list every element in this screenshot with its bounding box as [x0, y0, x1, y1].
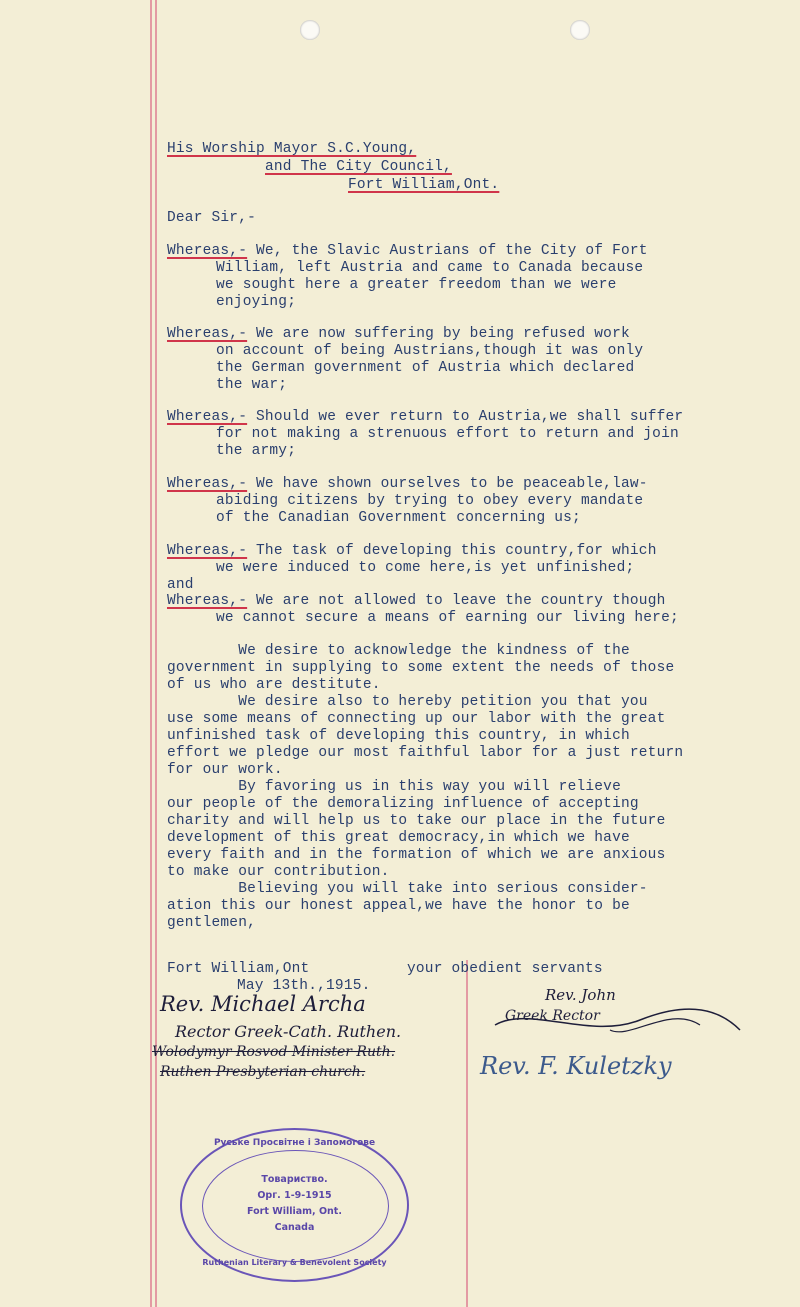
whereas-3-line: the army; — [216, 443, 297, 459]
body-line: to make our contribution. — [167, 864, 390, 880]
whereas-6-line: we cannot secure a means of earning our living here; — [216, 610, 679, 626]
body-line: effort we pledge our most faithful labor for a just return — [167, 745, 684, 761]
signature-left-3: Wolodymyr Rosvod Minister Ruth. — [152, 1044, 396, 1060]
stamp-bottom-text: Ruthenian Literary & Benevolent Society — [202, 1258, 387, 1267]
signature-left-2: Rector Greek-Cath. Ruthen. — [175, 1022, 402, 1041]
whereas-4-line: abiding citizens by trying to obey every mandate — [216, 493, 644, 509]
body-line: every faith and in the formation of which we are anxious — [167, 847, 666, 863]
body-line: unfinished task of developing this country, in which — [167, 728, 630, 744]
signature-right-1: Rev. John — [545, 986, 616, 1004]
body-line: We desire to acknowledge the kindness of the — [167, 643, 630, 659]
whereas-2-line: on account of being Austrians,though it was only — [216, 343, 644, 359]
body-line: We desire also to hereby petition you that you — [167, 694, 648, 710]
body-line: for our work. — [167, 762, 283, 778]
closing-date: May 13th.,1915. — [237, 978, 371, 994]
body-line: government in supplying to some extent the needs of those — [167, 660, 675, 676]
society-stamp — [180, 1128, 409, 1282]
stamp-line: Товариство. — [261, 1174, 328, 1185]
whereas-1: Whereas,- We, the Slavic Austrians of the City of Fort — [167, 243, 648, 259]
margin-line-left-2 — [155, 0, 157, 1307]
closing-place: Fort William,Ont — [167, 961, 310, 977]
whereas-6: Whereas,- We are not allowed to leave the country though — [167, 593, 666, 609]
address-line-2: and The City Council, — [265, 159, 452, 175]
whereas-6-prefix: and — [167, 577, 194, 593]
stamp-top-text: Руське Просвітне і Запомогове — [213, 1138, 376, 1148]
whereas-4: Whereas,- We have shown ourselves to be peaceable,law- — [167, 476, 648, 492]
stamp-line: Canada — [274, 1222, 315, 1233]
whereas-2-line: the war; — [216, 377, 288, 393]
whereas-1-line: William, left Austria and came to Canada because — [216, 260, 644, 276]
signature-right-3: Rev. F. Kuletzky — [480, 1052, 672, 1080]
margin-line-center — [466, 960, 468, 1307]
whereas-5: Whereas,- The task of developing this country,for which — [167, 543, 657, 559]
signature-flourish — [490, 1000, 750, 1050]
salutation: Dear Sir,- — [167, 210, 257, 226]
closing-signoff: your obedient servants — [407, 961, 603, 977]
stamp-line: Орг. 1-9-1915 — [257, 1190, 332, 1201]
stamp-line: Fort William, Ont. — [247, 1206, 342, 1217]
whereas-3: Whereas,- Should we ever return to Austria,we shall suffer — [167, 409, 684, 425]
margin-line-left — [150, 0, 152, 1307]
body-line: By favoring us in this way you will relieve — [167, 779, 621, 795]
address-line-3: Fort William,Ont. — [348, 177, 500, 193]
signature-left-1: Rev. Michael Archa — [160, 992, 366, 1016]
body-line: Believing you will take into serious consider- — [167, 881, 648, 897]
punch-hole — [570, 20, 590, 40]
body-line: of us who are destitute. — [167, 677, 381, 693]
body-line: ation this our honest appeal,we have the honor to be — [167, 898, 630, 914]
signature-left-4: Ruthen Presbyterian church. — [160, 1064, 366, 1080]
address-line-1: His Worship Mayor S.C.Young, — [167, 141, 417, 157]
signature-right-2: Greek Rector — [505, 1008, 600, 1024]
whereas-3-line: for not making a strenuous effort to return and join — [216, 426, 679, 442]
body-line: development of this great democracy,in which we have — [167, 830, 630, 846]
whereas-5-line: we were induced to come here,is yet unfinished; — [216, 560, 635, 576]
body-line: our people of the demoralizing influence of accepting — [167, 796, 639, 812]
whereas-4-line: of the Canadian Government concerning us; — [216, 510, 581, 526]
whereas-1-line: we sought here a greater freedom than we were — [216, 277, 617, 293]
whereas-2-line: the German government of Austria which declared — [216, 360, 635, 376]
body-line: charity and will help us to take our place in the future — [167, 813, 666, 829]
whereas-1-line: enjoying; — [216, 294, 297, 310]
body-line: gentlemen, — [167, 915, 257, 931]
punch-hole — [300, 20, 320, 40]
body-line: use some means of connecting up our labor with the great — [167, 711, 666, 727]
whereas-2: Whereas,- We are now suffering by being refused work — [167, 326, 630, 342]
